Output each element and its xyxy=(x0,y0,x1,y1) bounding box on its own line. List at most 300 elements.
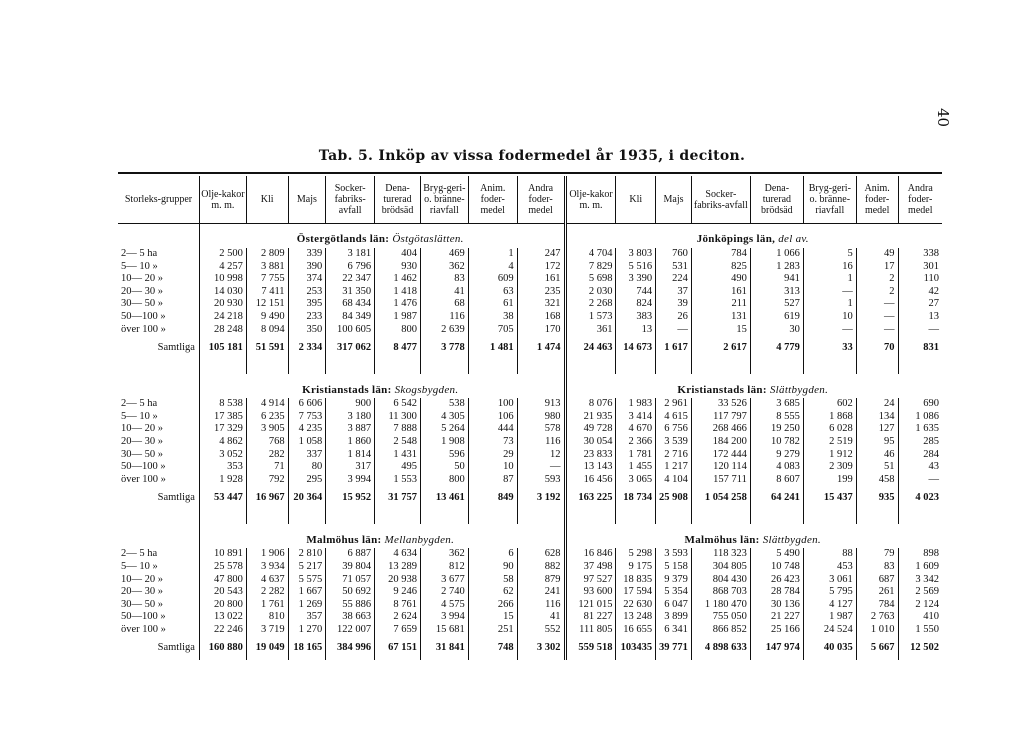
table-row xyxy=(118,586,942,599)
table-cell: 7 755 xyxy=(246,273,288,286)
table-cell: 13 xyxy=(898,311,942,324)
table-cell: 10 748 xyxy=(750,561,803,574)
table-cell: 30 054 xyxy=(565,436,616,449)
row-label: 5— 10 » xyxy=(121,410,158,422)
table-cell: 879 xyxy=(517,574,565,587)
table-cell: 3 065 xyxy=(616,474,656,487)
spacer-cell xyxy=(420,360,468,374)
spacer-cell xyxy=(691,360,750,374)
total-cell: 24 463 xyxy=(565,336,616,360)
table-cell: 24 xyxy=(856,398,898,411)
table-cell: 6 028 xyxy=(803,423,856,436)
table-cell: 13 289 xyxy=(375,561,421,574)
table-cell: 490 xyxy=(691,273,750,286)
table-row xyxy=(118,398,942,411)
table-cell: 552 xyxy=(517,624,565,637)
total-cell: 317 062 xyxy=(326,336,375,360)
table-cell: 404 xyxy=(375,248,421,261)
row-label: 20— 30 » xyxy=(121,435,163,447)
total-cell: 25 908 xyxy=(656,486,692,510)
table-cell: 362 xyxy=(420,548,468,561)
table-cell: 3 887 xyxy=(326,423,375,436)
table-cell: 825 xyxy=(691,261,750,274)
table-cell: 157 711 xyxy=(691,474,750,487)
spacer-cell xyxy=(246,360,288,374)
table-cell: 6 xyxy=(468,548,517,561)
table-cell: 913 xyxy=(517,398,565,411)
spacer-cell xyxy=(565,360,616,374)
table-cell: 3 899 xyxy=(656,611,692,624)
row-label: över 100 » xyxy=(121,323,166,335)
total-cell: 64 241 xyxy=(750,486,803,510)
table-cell: 16 846 xyxy=(565,548,616,561)
table-cell: 23 833 xyxy=(565,449,616,462)
spacer-cell xyxy=(616,510,656,524)
total-cell: 12 502 xyxy=(898,636,942,660)
total-cell: 2 334 xyxy=(288,336,326,360)
table-cell: 2 569 xyxy=(898,586,942,599)
table-cell: 1 983 xyxy=(616,398,656,411)
table-cell: 118 323 xyxy=(691,548,750,561)
table-cell: 3 593 xyxy=(656,548,692,561)
table-cell: 71 xyxy=(246,461,288,474)
table-cell: 16 456 xyxy=(565,474,616,487)
table-cell: 24 524 xyxy=(803,624,856,637)
table-cell: 2 961 xyxy=(656,398,692,411)
table-cell: 31 350 xyxy=(326,286,375,299)
total-cell: 18 734 xyxy=(616,486,656,510)
row-label: 30— 50 » xyxy=(121,448,163,460)
table-cell: — xyxy=(517,461,565,474)
table-cell: 4 235 xyxy=(288,423,326,436)
table-cell: 444 xyxy=(468,423,517,436)
table-cell: 353 xyxy=(199,461,246,474)
table-cell: 61 xyxy=(468,298,517,311)
header-col: Andra foder-medel xyxy=(898,176,942,224)
table-cell: 17 329 xyxy=(199,423,246,436)
top-rule xyxy=(118,172,942,174)
table-cell: — xyxy=(898,324,942,337)
spacer-cell xyxy=(199,360,246,374)
total-cell: 1 617 xyxy=(656,336,692,360)
total-cell: 4 898 633 xyxy=(691,636,750,660)
table-cell: 628 xyxy=(517,548,565,561)
spacer-cell xyxy=(898,360,942,374)
table-cell: 168 xyxy=(517,311,565,324)
spacer-cell xyxy=(517,360,565,374)
table-cell: 58 xyxy=(468,574,517,587)
table-cell: 9 246 xyxy=(375,586,421,599)
table-cell: 3 342 xyxy=(898,574,942,587)
table-cell: 49 728 xyxy=(565,423,616,436)
table-cell: 3 685 xyxy=(750,398,803,411)
row-label: 50—100 » xyxy=(121,310,166,322)
table-cell: 90 xyxy=(468,561,517,574)
total-cell: 14 673 xyxy=(616,336,656,360)
header-col: Anim. foder-medel xyxy=(468,176,517,224)
section-title: Malmöhus län: xyxy=(306,533,382,546)
section-title: Kristianstads län: xyxy=(677,383,767,396)
table-cell: 1 814 xyxy=(326,449,375,462)
table-cell: 301 xyxy=(898,261,942,274)
table-cell: 602 xyxy=(803,398,856,411)
table-cell: 3 181 xyxy=(326,248,375,261)
table-cell: 51 xyxy=(856,461,898,474)
spacer-cell xyxy=(750,510,803,524)
table-cell: 4 862 xyxy=(199,436,246,449)
total-cell: 4 779 xyxy=(750,336,803,360)
table-cell: 410 xyxy=(898,611,942,624)
table-cell: 4 670 xyxy=(616,423,656,436)
table-cell: 18 835 xyxy=(616,574,656,587)
total-cell: 147 974 xyxy=(750,636,803,660)
table-cell: 7 753 xyxy=(288,411,326,424)
table-cell: 800 xyxy=(420,474,468,487)
total-cell: 1 481 xyxy=(468,336,517,360)
table-cell: 2 639 xyxy=(420,324,468,337)
row-label: 5— 10 » xyxy=(121,560,158,572)
total-cell: 51 591 xyxy=(246,336,288,360)
table-cell: 317 xyxy=(326,461,375,474)
table-cell: 13 022 xyxy=(199,611,246,624)
table-cell: 538 xyxy=(420,398,468,411)
total-cell: 3 778 xyxy=(420,336,468,360)
table-cell: 42 xyxy=(898,286,942,299)
table-cell: 2 268 xyxy=(565,298,616,311)
section-title: Malmöhus län: xyxy=(684,533,760,546)
table-cell: 941 xyxy=(750,273,803,286)
table-cell: 43 xyxy=(898,461,942,474)
table-cell: 121 015 xyxy=(565,599,616,612)
total-cell: 31 757 xyxy=(375,486,421,510)
table-cell: 7 659 xyxy=(375,624,421,637)
table-cell: 1 xyxy=(803,298,856,311)
spacer-cell xyxy=(750,360,803,374)
table-cell: 760 xyxy=(656,248,692,261)
table-cell: 247 xyxy=(517,248,565,261)
row-label: 5— 10 » xyxy=(121,260,158,272)
table-row xyxy=(118,611,942,624)
total-cell: 20 364 xyxy=(288,486,326,510)
table-cell: 20 543 xyxy=(199,586,246,599)
header-row xyxy=(118,176,942,224)
table-cell: 3 180 xyxy=(326,411,375,424)
table-cell: 13 248 xyxy=(616,611,656,624)
table-cell: 1 270 xyxy=(288,624,326,637)
table-cell: 68 xyxy=(420,298,468,311)
table-cell: 339 xyxy=(288,248,326,261)
table-cell: 5 264 xyxy=(420,423,468,436)
table-cell: 95 xyxy=(856,436,898,449)
spacer-cell xyxy=(691,510,750,524)
table-row xyxy=(118,624,942,637)
table-cell: 744 xyxy=(616,286,656,299)
table-cell: 866 852 xyxy=(691,624,750,637)
table-cell: 131 xyxy=(691,311,750,324)
table-cell: 9 279 xyxy=(750,449,803,462)
table-row xyxy=(118,599,942,612)
table-cell: 110 xyxy=(898,273,942,286)
table-cell: 784 xyxy=(691,248,750,261)
header-col: Socker-fabriks-avfall xyxy=(691,176,750,224)
table-cell: 882 xyxy=(517,561,565,574)
total-cell: 2 617 xyxy=(691,336,750,360)
table-cell: 4 575 xyxy=(420,599,468,612)
total-cell: 16 967 xyxy=(246,486,288,510)
table-cell: 20 800 xyxy=(199,599,246,612)
table-cell: 9 490 xyxy=(246,311,288,324)
table-cell: 1 476 xyxy=(375,298,421,311)
total-cell: 384 996 xyxy=(326,636,375,660)
table-cell: 25 166 xyxy=(750,624,803,637)
spacer-cell xyxy=(326,360,375,374)
row-label: 10— 20 » xyxy=(121,423,163,435)
table-cell: 71 057 xyxy=(326,574,375,587)
table-cell: 79 xyxy=(856,548,898,561)
header-size-group: Storleks-grupper xyxy=(124,194,193,205)
table-cell: 20 930 xyxy=(199,298,246,311)
table-cell: 321 xyxy=(517,298,565,311)
header-col: Andra foder-medel xyxy=(517,176,565,224)
section-title: Kristianstads län: xyxy=(302,383,392,396)
table-cell: 357 xyxy=(288,611,326,624)
table-cell: 593 xyxy=(517,474,565,487)
table-cell: 1 462 xyxy=(375,273,421,286)
table-cell: 3 719 xyxy=(246,624,288,637)
table-cell: 84 349 xyxy=(326,311,375,324)
section-title: Östergötlands län: xyxy=(296,233,390,246)
table-cell: 295 xyxy=(288,474,326,487)
table-row xyxy=(118,248,942,261)
table-cell: 2 xyxy=(856,273,898,286)
table-cell: 127 xyxy=(856,423,898,436)
table-cell: 527 xyxy=(750,298,803,311)
table-cell: 184 200 xyxy=(691,436,750,449)
header-col: Dena-turerad brödsäd xyxy=(750,176,803,224)
table-cell: 1 908 xyxy=(420,436,468,449)
table-cell: 19 250 xyxy=(750,423,803,436)
total-cell: 1 054 258 xyxy=(691,486,750,510)
total-cell: 5 667 xyxy=(856,636,898,660)
table-cell: 17 385 xyxy=(199,411,246,424)
table-cell: 2 519 xyxy=(803,436,856,449)
table-cell: 6 796 xyxy=(326,261,375,274)
spacer-row xyxy=(118,360,942,374)
total-cell: 1 474 xyxy=(517,336,565,360)
table-cell: 768 xyxy=(246,436,288,449)
table-cell: 268 466 xyxy=(691,423,750,436)
table-cell: 1 xyxy=(803,273,856,286)
total-label: Samtliga xyxy=(157,492,195,504)
table-cell: 8 076 xyxy=(565,398,616,411)
section-title-left xyxy=(199,224,565,249)
header-col: Olje-kakor m. m. xyxy=(199,176,246,224)
table-row xyxy=(118,436,942,449)
total-cell: 8 477 xyxy=(375,336,421,360)
table-cell: 22 246 xyxy=(199,624,246,637)
table-cell: 285 xyxy=(898,436,942,449)
table-cell: 2 740 xyxy=(420,586,468,599)
table-cell: 495 xyxy=(375,461,421,474)
table-cell: 100 xyxy=(468,398,517,411)
table-cell: 241 xyxy=(517,586,565,599)
table-cell: 5 698 xyxy=(565,273,616,286)
header-col: Olje-kakor m. m. xyxy=(565,176,616,224)
table-cell: 15 xyxy=(468,611,517,624)
table-cell: 8 555 xyxy=(750,411,803,424)
table-cell: 73 xyxy=(468,436,517,449)
total-cell: 70 xyxy=(856,336,898,360)
total-cell: 163 225 xyxy=(565,486,616,510)
header-col: Kli xyxy=(246,176,288,224)
row-label: 10— 20 » xyxy=(121,573,163,585)
table-cell: 120 114 xyxy=(691,461,750,474)
header-col: Dena-turerad brödsäd xyxy=(375,176,421,224)
table-cell: 5 158 xyxy=(656,561,692,574)
table-cell: 4 xyxy=(468,261,517,274)
table-cell: 4 637 xyxy=(246,574,288,587)
table-cell: 3 539 xyxy=(656,436,692,449)
table-cell: 5 490 xyxy=(750,548,803,561)
row-label: 2— 5 ha xyxy=(121,398,158,410)
spacer-cell xyxy=(246,510,288,524)
table-cell: 804 430 xyxy=(691,574,750,587)
spacer-cell xyxy=(199,510,246,524)
page-number: 40 xyxy=(934,108,952,128)
table-cell: 25 578 xyxy=(199,561,246,574)
table-cell: 7 888 xyxy=(375,423,421,436)
table-cell: 5 575 xyxy=(288,574,326,587)
table-cell: 97 527 xyxy=(565,574,616,587)
section-title-row xyxy=(118,524,942,548)
table-cell: 68 434 xyxy=(326,298,375,311)
table-cell: 313 xyxy=(750,286,803,299)
table-cell: 10 998 xyxy=(199,273,246,286)
table-row xyxy=(118,561,942,574)
total-cell: 15 437 xyxy=(803,486,856,510)
header-col: Majs xyxy=(656,176,692,224)
spacer-cell xyxy=(288,360,326,374)
table-cell: 266 xyxy=(468,599,517,612)
table-cell: 395 xyxy=(288,298,326,311)
table-cell: 5 516 xyxy=(616,261,656,274)
table-cell: 10 891 xyxy=(199,548,246,561)
table-cell: 37 xyxy=(656,286,692,299)
table-cell: 4 083 xyxy=(750,461,803,474)
row-label: över 100 » xyxy=(121,623,166,635)
table-cell: 39 xyxy=(656,298,692,311)
table-cell: 1 906 xyxy=(246,548,288,561)
table-cell: 8 761 xyxy=(375,599,421,612)
header-col: Socker-fabriks-avfall xyxy=(326,176,375,224)
table-cell: 2 763 xyxy=(856,611,898,624)
table-cell: 47 800 xyxy=(199,574,246,587)
spacer-cell xyxy=(803,360,856,374)
table-cell: — xyxy=(898,474,942,487)
table-cell: 469 xyxy=(420,248,468,261)
table-cell: 3 052 xyxy=(199,449,246,462)
table-cell: 338 xyxy=(898,248,942,261)
table-cell: 83 xyxy=(420,273,468,286)
table-cell: 3 390 xyxy=(616,273,656,286)
table-cell: 116 xyxy=(420,311,468,324)
table-row xyxy=(118,461,942,474)
table-cell: — xyxy=(856,324,898,337)
table-cell: 1 573 xyxy=(565,311,616,324)
table-cell: 755 050 xyxy=(691,611,750,624)
table-cell: 5 xyxy=(803,248,856,261)
row-label: 10— 20 » xyxy=(121,273,163,285)
table-cell: 22 347 xyxy=(326,273,375,286)
table-cell: — xyxy=(856,298,898,311)
total-cell: 13 461 xyxy=(420,486,468,510)
table-cell: 6 606 xyxy=(288,398,326,411)
table-cell: 211 xyxy=(691,298,750,311)
table-cell: 596 xyxy=(420,449,468,462)
table-cell: 2 282 xyxy=(246,586,288,599)
table-cell: 199 xyxy=(803,474,856,487)
total-cell: 67 151 xyxy=(375,636,421,660)
table-cell: 4 257 xyxy=(199,261,246,274)
table-cell: 14 030 xyxy=(199,286,246,299)
table-row xyxy=(118,574,942,587)
header-col: Bryg-geri- o. bränne-riavfall xyxy=(803,176,856,224)
table-cell: 251 xyxy=(468,624,517,637)
table-cell: 13 143 xyxy=(565,461,616,474)
section-title: Jönköpings län, xyxy=(696,233,776,246)
spacer-row xyxy=(118,510,942,524)
table-cell: 30 xyxy=(750,324,803,337)
table-cell: 12 151 xyxy=(246,298,288,311)
table-cell: 4 615 xyxy=(656,411,692,424)
table-cell: 38 663 xyxy=(326,611,375,624)
table-cell: 900 xyxy=(326,398,375,411)
total-cell: 748 xyxy=(468,636,517,660)
table-cell: 930 xyxy=(375,261,421,274)
table-cell: 1 860 xyxy=(326,436,375,449)
total-cell: 15 952 xyxy=(326,486,375,510)
table-cell: 170 xyxy=(517,324,565,337)
table-cell: 383 xyxy=(616,311,656,324)
table-cell: 4 127 xyxy=(803,599,856,612)
table-cell: 13 xyxy=(616,324,656,337)
table-cell: 233 xyxy=(288,311,326,324)
total-cell: 103435 xyxy=(616,636,656,660)
table-cell: 16 xyxy=(803,261,856,274)
row-label: 2— 5 ha xyxy=(121,548,158,560)
table-cell: 3 677 xyxy=(420,574,468,587)
section-subtitle: Skogsbygden. xyxy=(394,383,459,396)
total-cell: 33 xyxy=(803,336,856,360)
table-cell: 1 086 xyxy=(898,411,942,424)
row-label: 2— 5 ha xyxy=(121,248,158,259)
table-cell: 2 548 xyxy=(375,436,421,449)
table-cell: 63 xyxy=(468,286,517,299)
table-cell: 980 xyxy=(517,411,565,424)
total-cell: 4 023 xyxy=(898,486,942,510)
total-cell: 18 165 xyxy=(288,636,326,660)
table-cell: 810 xyxy=(246,611,288,624)
table-row xyxy=(118,474,942,487)
total-cell: 3 192 xyxy=(517,486,565,510)
table-cell: 49 xyxy=(856,248,898,261)
section-title-row xyxy=(118,224,942,249)
table-cell: 6 047 xyxy=(656,599,692,612)
table-cell: 15 xyxy=(691,324,750,337)
table-cell: 24 218 xyxy=(199,311,246,324)
data-table xyxy=(118,176,942,660)
table-cell: 41 xyxy=(517,611,565,624)
